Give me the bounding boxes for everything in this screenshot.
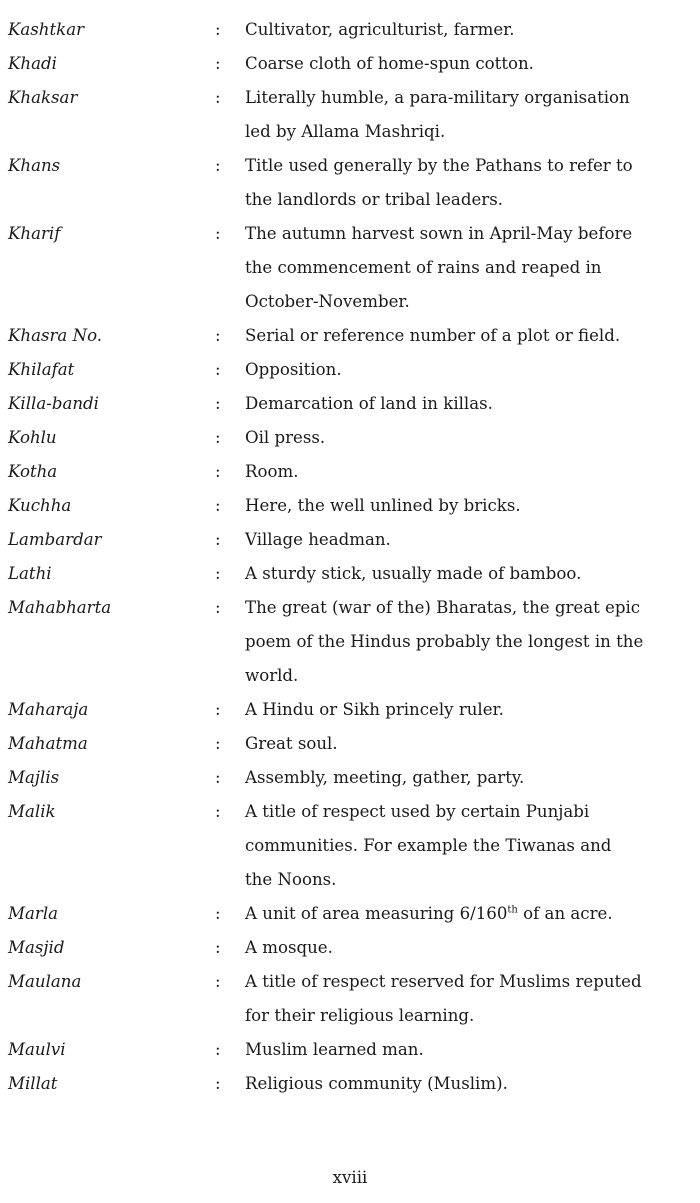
separator-colon: : bbox=[215, 530, 221, 549]
definition-text: A title of respect reserved for Muslims reputed bbox=[245, 972, 642, 991]
definition-line bbox=[245, 727, 700, 761]
glossary-term: Maharaja bbox=[8, 700, 89, 719]
glossary-term: Mahatma bbox=[8, 734, 88, 753]
glossary-definition bbox=[245, 489, 700, 523]
glossary-entry bbox=[0, 1033, 700, 1067]
definition-line bbox=[245, 863, 700, 897]
definition-line bbox=[245, 591, 700, 625]
definition-line bbox=[245, 115, 700, 149]
definition-text: led by Allama Mashriqi. bbox=[245, 122, 446, 141]
definition-line bbox=[245, 1033, 700, 1067]
glossary-definition bbox=[245, 387, 700, 421]
glossary-definition bbox=[245, 591, 700, 693]
definition-text: the Noons. bbox=[245, 870, 337, 889]
definition-line bbox=[245, 81, 700, 115]
glossary-entry bbox=[0, 591, 700, 693]
glossary-definition bbox=[245, 727, 700, 761]
separator-colon: : bbox=[215, 972, 221, 991]
separator-colon: : bbox=[215, 802, 221, 821]
glossary-entry bbox=[0, 523, 700, 557]
page-number: xviii bbox=[332, 1168, 368, 1187]
glossary-entry bbox=[0, 421, 700, 455]
separator-colon: : bbox=[215, 54, 221, 73]
glossary-definition bbox=[245, 81, 700, 149]
glossary-term: Mahabharta bbox=[8, 598, 112, 617]
glossary-definition bbox=[245, 13, 700, 47]
glossary-term: Kohlu bbox=[8, 428, 57, 447]
glossary-entry bbox=[0, 319, 700, 353]
glossary-term: Khadi bbox=[8, 54, 57, 73]
definition-text: Serial or reference number of a plot or field. bbox=[245, 326, 621, 345]
definition-line bbox=[245, 217, 700, 251]
definition-text: Here, the well unlined by bricks. bbox=[245, 496, 521, 515]
separator-colon: : bbox=[215, 20, 221, 39]
definition-text: The autumn harvest sown in April-May before bbox=[245, 224, 633, 243]
glossary-entry bbox=[0, 13, 700, 47]
separator-colon: : bbox=[215, 496, 221, 515]
definition-text: of an acre. bbox=[517, 904, 613, 923]
glossary-definition bbox=[245, 965, 700, 1033]
definition-line bbox=[245, 387, 700, 421]
glossary-list bbox=[0, 13, 700, 1101]
separator-colon: : bbox=[215, 326, 221, 345]
glossary-term: Kashtkar bbox=[8, 20, 85, 39]
definition-line bbox=[245, 353, 700, 387]
glossary-entry bbox=[0, 965, 700, 1033]
glossary-entry bbox=[0, 387, 700, 421]
glossary-definition bbox=[245, 523, 700, 557]
glossary-definition bbox=[245, 1033, 700, 1067]
glossary-entry bbox=[0, 931, 700, 965]
glossary-term: Millat bbox=[8, 1074, 58, 1093]
definition-text: The great (war of the) Bharatas, the great epic bbox=[245, 598, 641, 617]
definition-line bbox=[245, 1067, 700, 1101]
glossary-term: Lathi bbox=[8, 564, 52, 583]
definition-text: Village headman. bbox=[245, 530, 391, 549]
definition-line bbox=[245, 183, 700, 217]
separator-colon: : bbox=[215, 428, 221, 447]
definition-line bbox=[245, 319, 700, 353]
glossary-term: Khaksar bbox=[8, 88, 78, 107]
separator-colon: : bbox=[215, 904, 221, 923]
definition-text: Opposition. bbox=[245, 360, 342, 379]
definition-text: the commencement of rains and reaped in bbox=[245, 258, 602, 277]
glossary-definition bbox=[245, 217, 700, 319]
definition-text: Demarcation of land in killas. bbox=[245, 394, 493, 413]
definition-text: Religious community (Muslim). bbox=[245, 1074, 508, 1093]
glossary-term: Majlis bbox=[8, 768, 60, 787]
definition-line bbox=[245, 149, 700, 183]
definition-line bbox=[245, 931, 700, 965]
separator-colon: : bbox=[215, 1074, 221, 1093]
glossary-definition bbox=[245, 47, 700, 81]
glossary-entry bbox=[0, 149, 700, 217]
separator-colon: : bbox=[215, 768, 221, 787]
definition-line bbox=[245, 523, 700, 557]
glossary-entry bbox=[0, 761, 700, 795]
definition-line bbox=[245, 285, 700, 319]
definition-text: for their religious learning. bbox=[245, 1006, 475, 1025]
glossary-entry bbox=[0, 795, 700, 897]
glossary-entry bbox=[0, 353, 700, 387]
definition-text: Oil press. bbox=[245, 428, 326, 447]
definition-line bbox=[245, 761, 700, 795]
glossary-definition bbox=[245, 1067, 700, 1101]
glossary-definition bbox=[245, 761, 700, 795]
glossary-definition bbox=[245, 455, 700, 489]
glossary-definition bbox=[245, 149, 700, 217]
separator-colon: : bbox=[215, 564, 221, 583]
definition-text: Muslim learned man. bbox=[245, 1040, 424, 1059]
definition-text: A unit of area measuring 6/160 bbox=[245, 904, 508, 923]
definition-text: A mosque. bbox=[245, 938, 333, 957]
glossary-term: Maulvi bbox=[8, 1040, 66, 1059]
glossary-entry bbox=[0, 727, 700, 761]
separator-colon: : bbox=[215, 734, 221, 753]
definition-line bbox=[245, 659, 700, 693]
glossary-definition bbox=[245, 693, 700, 727]
definition-line bbox=[245, 999, 700, 1033]
separator-colon: : bbox=[215, 360, 221, 379]
definition-text: A Hindu or Sikh princely ruler. bbox=[245, 700, 504, 719]
definition-text: A title of respect used by certain Punjabi bbox=[245, 802, 590, 821]
glossary-term: Kharif bbox=[8, 224, 61, 243]
glossary-term: Khans bbox=[8, 156, 61, 175]
definition-line bbox=[245, 421, 700, 455]
glossary-definition bbox=[245, 319, 700, 353]
separator-colon: : bbox=[215, 938, 221, 957]
glossary-entry bbox=[0, 81, 700, 149]
glossary-definition bbox=[245, 931, 700, 965]
superscript: th bbox=[507, 904, 518, 916]
separator-colon: : bbox=[215, 1040, 221, 1059]
glossary-entry bbox=[0, 455, 700, 489]
definition-text: communities. For example the Tiwanas and bbox=[245, 836, 612, 855]
glossary-term: Lambardar bbox=[8, 530, 102, 549]
definition-line bbox=[245, 13, 700, 47]
definition-text: Coarse cloth of home-spun cotton. bbox=[245, 54, 534, 73]
separator-colon: : bbox=[215, 88, 221, 107]
glossary-term: Malik bbox=[8, 802, 56, 821]
definition-line bbox=[245, 693, 700, 727]
glossary-entry bbox=[0, 897, 700, 931]
glossary-entry bbox=[0, 1067, 700, 1101]
glossary-term: Kotha bbox=[8, 462, 58, 481]
glossary-term: Kuchha bbox=[8, 496, 72, 515]
definition-line bbox=[245, 897, 700, 931]
definition-text: Title used generally by the Pathans to refer to bbox=[245, 156, 633, 175]
definition-line bbox=[245, 625, 700, 659]
definition-text: Cultivator, agriculturist, farmer. bbox=[245, 20, 515, 39]
glossary-term: Masjid bbox=[8, 938, 65, 957]
definition-text: Literally humble, a para-military organisation bbox=[245, 88, 630, 107]
definition-line bbox=[245, 251, 700, 285]
glossary-term: Killa-bandi bbox=[8, 394, 99, 413]
definition-line bbox=[245, 557, 700, 591]
glossary-entry bbox=[0, 693, 700, 727]
definition-line bbox=[245, 795, 700, 829]
glossary-definition bbox=[245, 897, 700, 931]
glossary-entry bbox=[0, 47, 700, 81]
separator-colon: : bbox=[215, 700, 221, 719]
definition-text: the landlords or tribal leaders. bbox=[245, 190, 503, 209]
glossary-term: Maulana bbox=[8, 972, 82, 991]
definition-line bbox=[245, 489, 700, 523]
definition-line bbox=[245, 455, 700, 489]
glossary-definition bbox=[245, 421, 700, 455]
glossary-definition bbox=[245, 557, 700, 591]
definition-line bbox=[245, 47, 700, 81]
definition-text: poem of the Hindus probably the longest in the bbox=[245, 632, 644, 651]
glossary-definition bbox=[245, 353, 700, 387]
definition-line bbox=[245, 965, 700, 999]
separator-colon: : bbox=[215, 224, 221, 243]
separator-colon: : bbox=[215, 394, 221, 413]
separator-colon: : bbox=[215, 462, 221, 481]
glossary-term: Khilafat bbox=[8, 360, 75, 379]
definition-text: October-November. bbox=[245, 292, 410, 311]
glossary-definition bbox=[245, 795, 700, 897]
definition-line bbox=[245, 829, 700, 863]
glossary-entry bbox=[0, 217, 700, 319]
separator-colon: : bbox=[215, 156, 221, 175]
definition-text: Room. bbox=[245, 462, 299, 481]
glossary-term: Marla bbox=[8, 904, 59, 923]
glossary-term: Khasra No. bbox=[8, 326, 103, 345]
definition-text: A sturdy stick, usually made of bamboo. bbox=[245, 564, 582, 583]
definition-text: Great soul. bbox=[245, 734, 338, 753]
definition-text: world. bbox=[245, 666, 299, 685]
glossary-entry bbox=[0, 489, 700, 523]
separator-colon: : bbox=[215, 598, 221, 617]
glossary-entry bbox=[0, 557, 700, 591]
definition-text: Assembly, meeting, gather, party. bbox=[245, 768, 525, 787]
